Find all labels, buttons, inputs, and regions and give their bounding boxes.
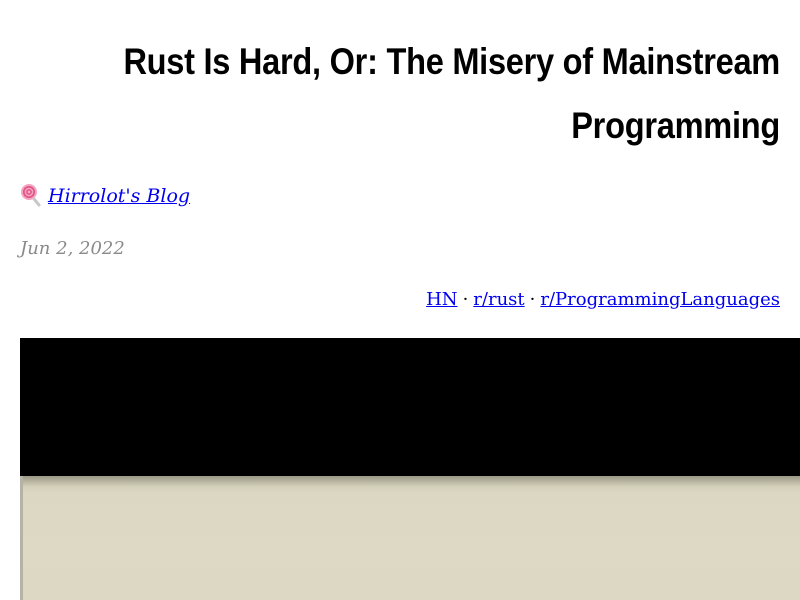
separator: · (462, 289, 469, 310)
r-programming-languages-link[interactable]: r/ProgrammingLanguages (540, 289, 780, 310)
hero-image-paper (20, 494, 800, 600)
post-date: Jun 2, 2022 (20, 238, 125, 259)
r-rust-link[interactable]: r/rust (473, 289, 525, 310)
page-title: Rust Is Hard, Or: The Misery of Mainstream Programming (123, 41, 781, 146)
hero-image (20, 338, 800, 600)
discussion-links (426, 287, 780, 313)
separator: · (529, 289, 536, 310)
hero-image-edge (20, 476, 23, 600)
hn-link[interactable]: HN (426, 289, 458, 310)
lollipop-icon (20, 183, 42, 207)
hero-image-dark-band (20, 338, 800, 476)
blog-home-link[interactable]: Hirrolot's Blog (48, 185, 191, 207)
hero-image-shadow (20, 476, 800, 494)
blog-link-row (20, 182, 190, 210)
